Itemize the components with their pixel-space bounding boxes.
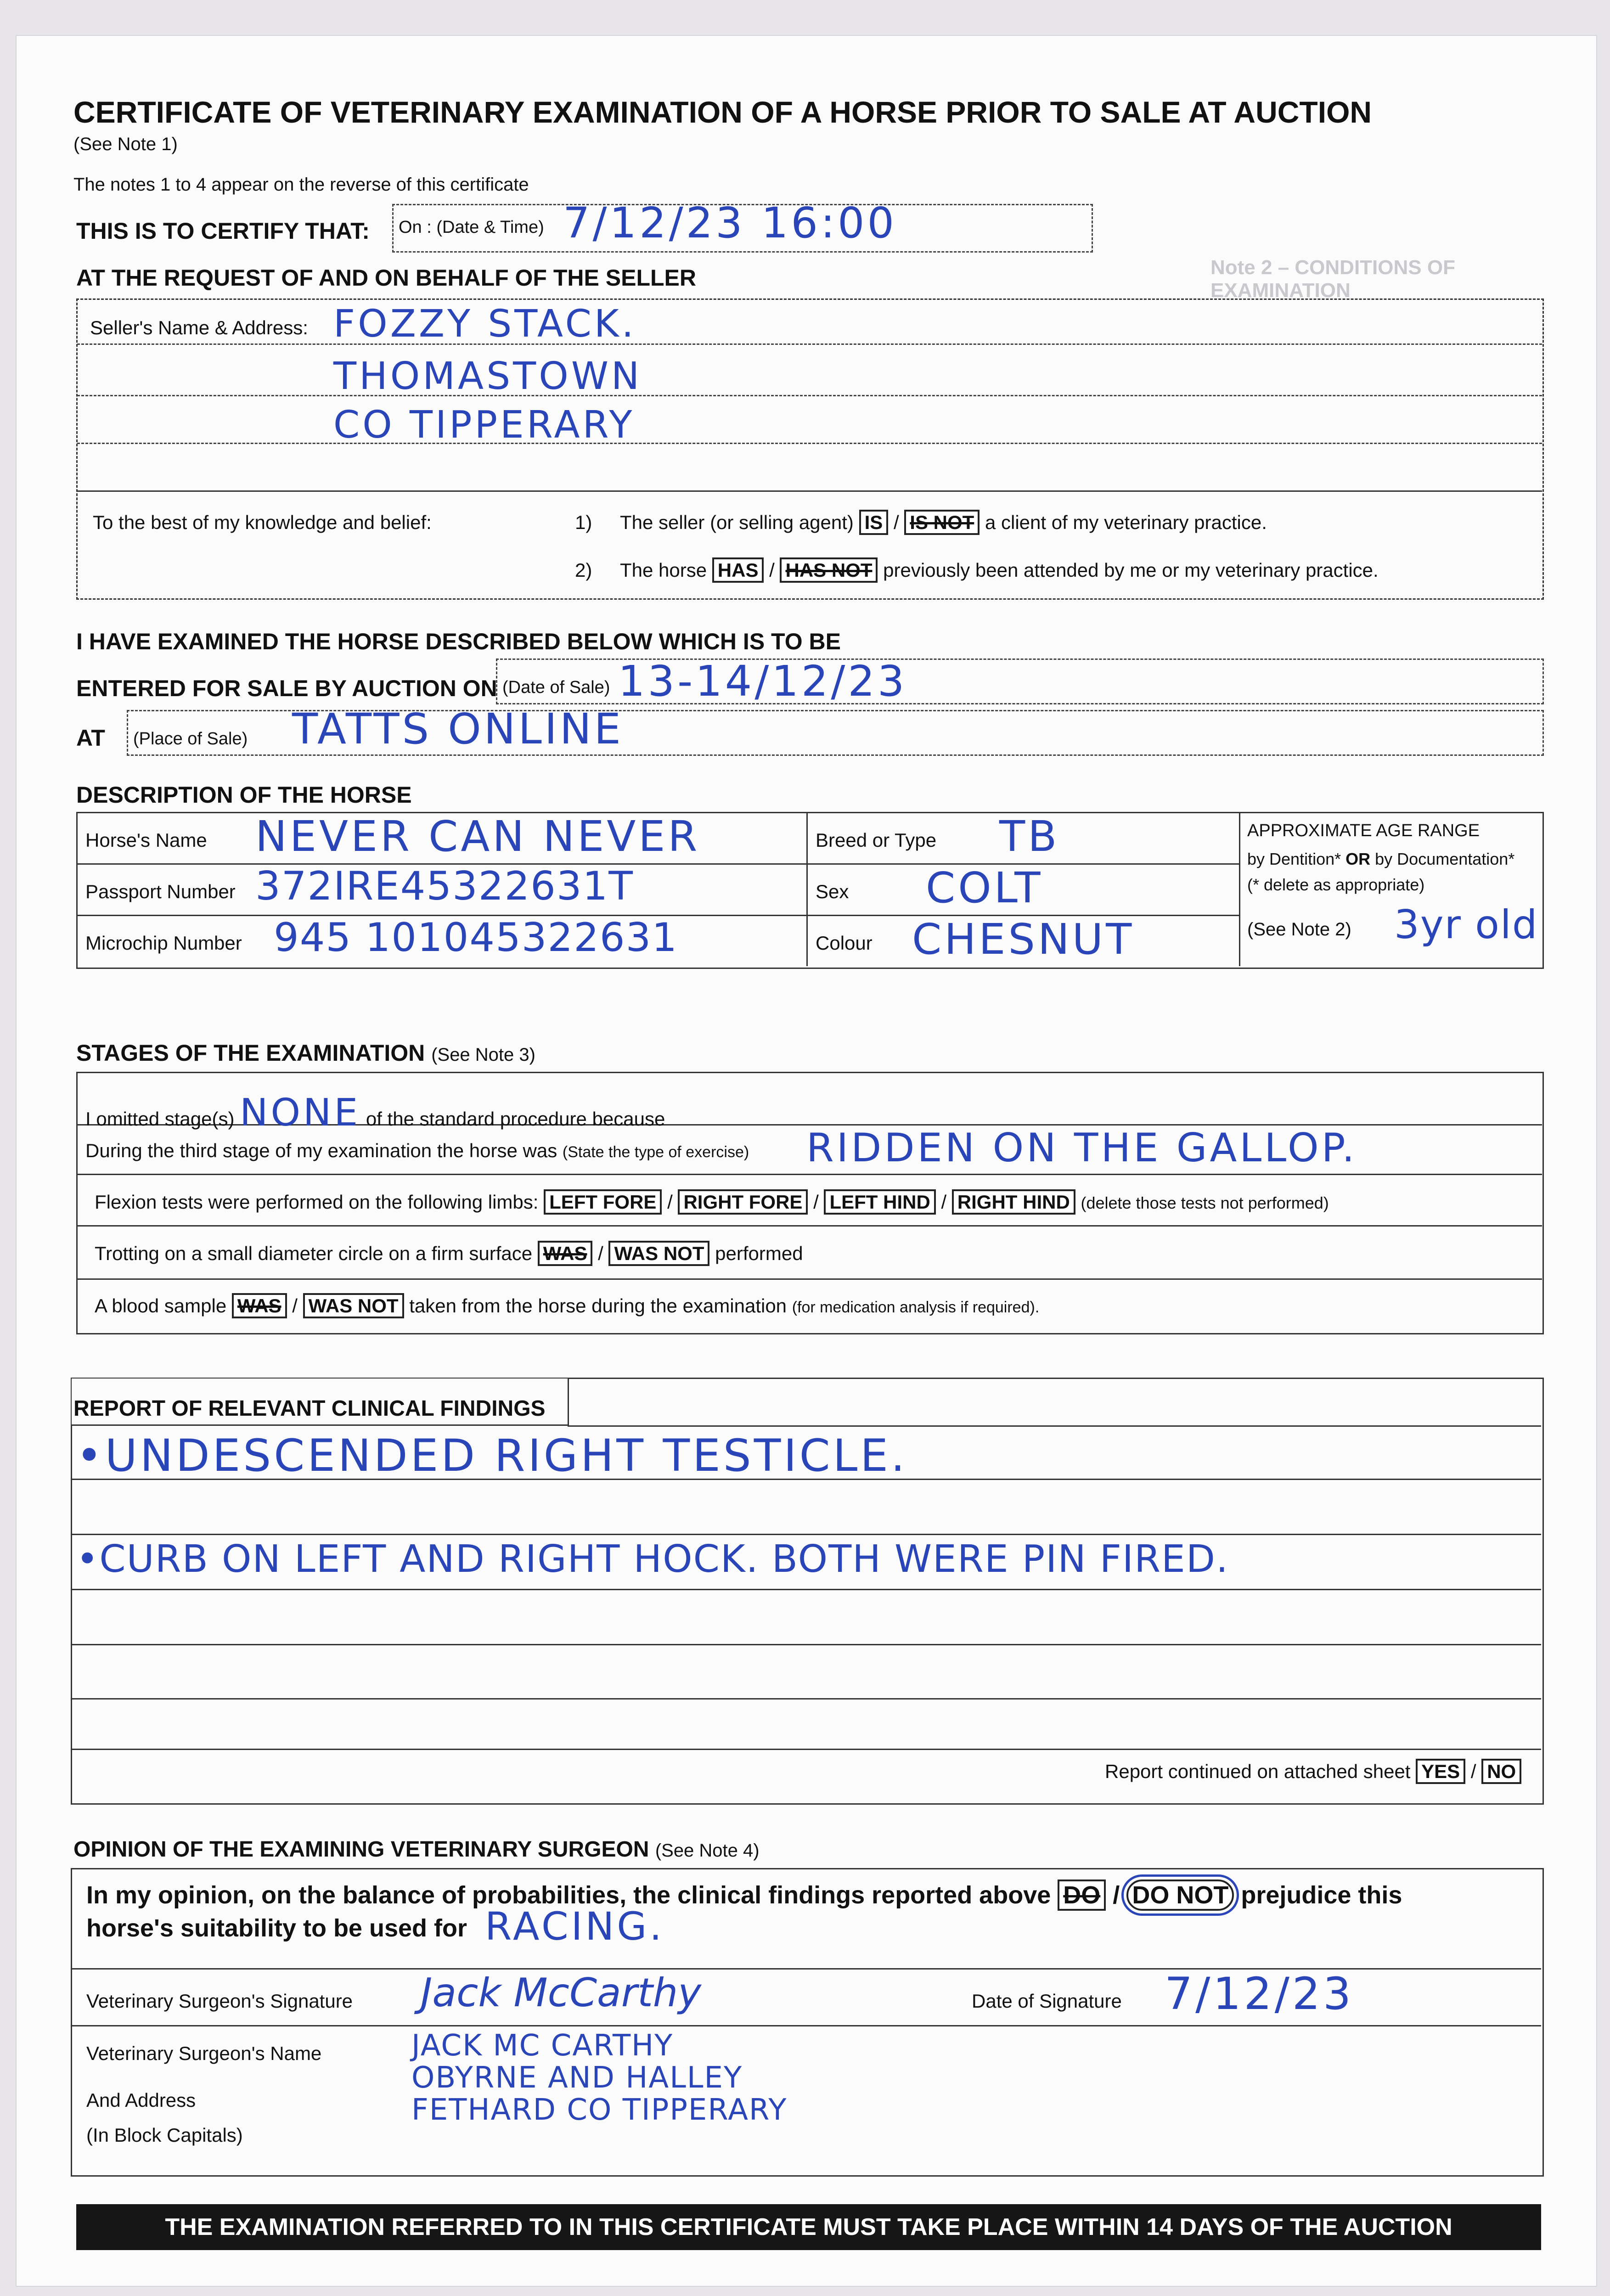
trotting-end: performed [715,1243,803,1264]
slash: / [769,559,775,581]
age-value[interactable]: 3yr old [1394,902,1538,948]
exam-date-time[interactable]: 7/12/23 16:00 [563,198,897,248]
has-option[interactable]: HAS [712,557,764,583]
sex-value[interactable]: COLT [926,863,1043,912]
see-note-1: (See Note 1) [73,134,178,154]
seller-name-label: Seller's Name & Address: [90,317,308,338]
slash: / [813,1191,819,1213]
age-or: OR [1345,850,1371,868]
at-label: AT [76,725,105,751]
blood-was-not-option[interactable]: WAS NOT [303,1293,404,1318]
vet-name-line-1[interactable]: JACK MC CARTHY [411,2029,674,2063]
seller-heading: AT THE REQUEST OF AND ON BEHALF OF THE SELLER [76,265,696,291]
vet-address-label: And Address [86,2089,196,2111]
by-dentition[interactable]: by Dentition* [1247,850,1341,868]
page-title: CERTIFICATE OF VETERINARY EXAMINATION OF A HORSE PRIOR TO SALE AT AUCTION [73,95,1372,129]
microchip-value[interactable]: 945 101045322631 [274,915,678,961]
age-range-heading: APPROXIMATE AGE RANGE [1247,821,1480,840]
omitted-value[interactable]: NONE [240,1091,361,1135]
bleed-through-text: Note 2 – CONDITIONS OF EXAMINATION [1210,256,1455,302]
slash: / [1470,1761,1476,1782]
clinical-finding-1[interactable]: •UNDESCENDED RIGHT TESTICLE. [76,1430,908,1481]
breed-value[interactable]: TB [999,812,1060,861]
is-not-option[interactable]: IS NOT [904,510,980,535]
blood-text: A blood sample [95,1295,227,1317]
by-documentation[interactable]: by Documentation* [1375,850,1515,868]
continued-no-option[interactable]: NO [1481,1759,1521,1784]
opinion-see-note: (See Note 4) [655,1840,760,1861]
report-continued-text: Report continued on attached sheet [1105,1761,1411,1782]
vet-name-line-2[interactable]: OBYRNE AND HALLEY [411,2061,743,2095]
slash: / [1113,1881,1120,1909]
colour-value[interactable]: CHESNUT [912,915,1135,964]
statement-1-text: The seller (or selling agent) [620,512,854,533]
breed-label: Breed or Type [816,829,937,851]
certificate-page [17,36,1596,2286]
sale-place-value[interactable]: TATTS ONLINE [292,704,624,754]
seller-address-line-3[interactable]: CO TIPPERARY [333,403,635,447]
trot-was-not-option[interactable]: WAS NOT [608,1241,709,1266]
slash: / [292,1295,298,1317]
third-stage-hint: (State the type of exercise) [562,1143,749,1161]
third-stage-value[interactable]: RIDDEN ON THE GALLOP. [806,1125,1357,1171]
left-fore-option[interactable]: LEFT FORE [544,1189,662,1215]
vet-signature[interactable]: Jack McCarthy [421,1970,702,2016]
examined-heading: I HAVE EXAMINED THE HORSE DESCRIBED BELOW WHICH IS TO BE [76,629,841,654]
horse-name-value[interactable]: NEVER CAN NEVER [255,812,700,861]
sale-date-value[interactable]: 13-14/12/23 [618,657,907,706]
age-delete-note: (* delete as appropriate) [1247,875,1425,894]
age-see-note: (See Note 2) [1247,919,1351,940]
opinion-title: OPINION OF THE EXAMINING VETERINARY SURGEON [73,1837,649,1862]
right-hind-option[interactable]: RIGHT HIND [952,1189,1075,1215]
slash: / [598,1243,603,1264]
do-not-option[interactable]: DO NOT [1126,1880,1234,1911]
opinion-heading [73,1837,760,1862]
clinical-finding-2[interactable]: •CURB ON LEFT AND RIGHT HOCK. BOTH WERE PIN FIRED. [76,1537,1229,1581]
colour-label: Colour [816,932,873,954]
date-of-signature-label: Date of Signature [972,1990,1122,2012]
statement-2 [620,559,1379,581]
statement-2-text: The horse [620,559,707,581]
slash: / [893,512,899,533]
trot-was-option[interactable]: WAS [538,1241,593,1266]
third-stage-row [85,1140,749,1162]
flexion-row [95,1191,1329,1213]
third-stage-text: During the third stage of my examination the horse was [85,1140,557,1161]
blood-hint: (for medication analysis if required). [792,1299,1040,1316]
vet-name-label: Veterinary Surgeon's Name [86,2043,322,2064]
report-continued-row [1105,1761,1521,1783]
microchip-label: Microchip Number [85,932,242,954]
continued-yes-option[interactable]: YES [1416,1759,1465,1784]
omitted-text: I omitted stage(s) [85,1108,235,1130]
stages-see-note: (See Note 3) [431,1045,535,1065]
opinion-line-1 [86,1881,1402,1909]
slash: / [667,1191,673,1213]
opinion-text-end: prejudice this [1241,1881,1402,1909]
entered-label: ENTERED FOR SALE BY AUCTION ON [76,675,497,701]
signature-label: Veterinary Surgeon's Signature [86,1990,353,2012]
knowledge-label: To the best of my knowledge and belief: [93,512,432,533]
blood-row [95,1295,1039,1317]
age-method [1247,850,1514,869]
blood-was-option[interactable]: WAS [232,1293,287,1318]
right-fore-option[interactable]: RIGHT FORE [678,1189,808,1215]
date-of-signature-value[interactable]: 7/12/23 [1165,1968,1354,2020]
description-heading: DESCRIPTION OF THE HORSE [76,782,412,808]
trotting-row [95,1243,803,1265]
block-capitals-label: (In Block Capitals) [86,2124,243,2146]
notes-line: The notes 1 to 4 appear on the reverse of this certificate [73,174,529,195]
vet-name-line-3[interactable]: FETHARD CO TIPPERARY [411,2093,788,2127]
flexion-text: Flexion tests were performed on the following limbs: [95,1191,539,1213]
use-value[interactable]: RACING. [485,1904,665,1949]
footer-banner-text: THE EXAMINATION REFERRED TO IN THIS CERTIFICATE MUST TAKE PLACE WITHIN 14 DAYS OF THE AUCTION [165,2214,1452,2240]
place-of-sale-label: (Place of Sale) [133,729,248,748]
is-option[interactable]: IS [859,510,889,535]
trotting-text: Trotting on a small diameter circle on a firm surface [95,1243,533,1264]
omitted-end: of the standard procedure because [366,1108,665,1130]
statement-1-number: 1) [575,512,592,533]
opinion-line-2: horse's suitability to be used for [86,1914,467,1942]
statement-1 [620,512,1267,534]
passport-value[interactable]: 372IRE45322631T [255,863,634,909]
passport-label: Passport Number [85,881,236,902]
seller-address-line-1[interactable]: FOZZY STACK. [333,302,636,346]
do-option[interactable]: DO [1058,1880,1106,1911]
has-not-option[interactable]: HAS NOT [780,557,878,583]
seller-address-line-2[interactable]: THOMASTOWN [333,355,642,398]
stages-heading [76,1040,535,1066]
date-of-sale-label: (Date of Sale) [502,678,610,697]
slash: / [941,1191,947,1213]
stages-title: STAGES OF THE EXAMINATION [76,1040,425,1066]
statement-2-number: 2) [575,559,592,581]
on-label: On : (Date & Time) [399,218,544,237]
statement-1-end: a client of my veterinary practice. [985,512,1267,533]
statement-2-end: previously been attended by me or my veterinary practice. [883,559,1379,581]
blood-end: taken from the horse during the examination [409,1295,787,1317]
omitted-row [85,1091,665,1135]
flexion-hint: (delete those tests not performed) [1081,1193,1329,1212]
footer-banner [76,2204,1541,2250]
opinion-text: In my opinion, on the balance of probabilities, the clinical findings reported above [86,1881,1051,1909]
left-hind-option[interactable]: LEFT HIND [824,1189,935,1215]
certify-label: THIS IS TO CERTIFY THAT: [76,218,370,244]
report-heading: REPORT OF RELEVANT CLINICAL FINDINGS [73,1396,546,1421]
horse-name-label: Horse's Name [85,829,207,851]
sex-label: Sex [816,881,849,902]
